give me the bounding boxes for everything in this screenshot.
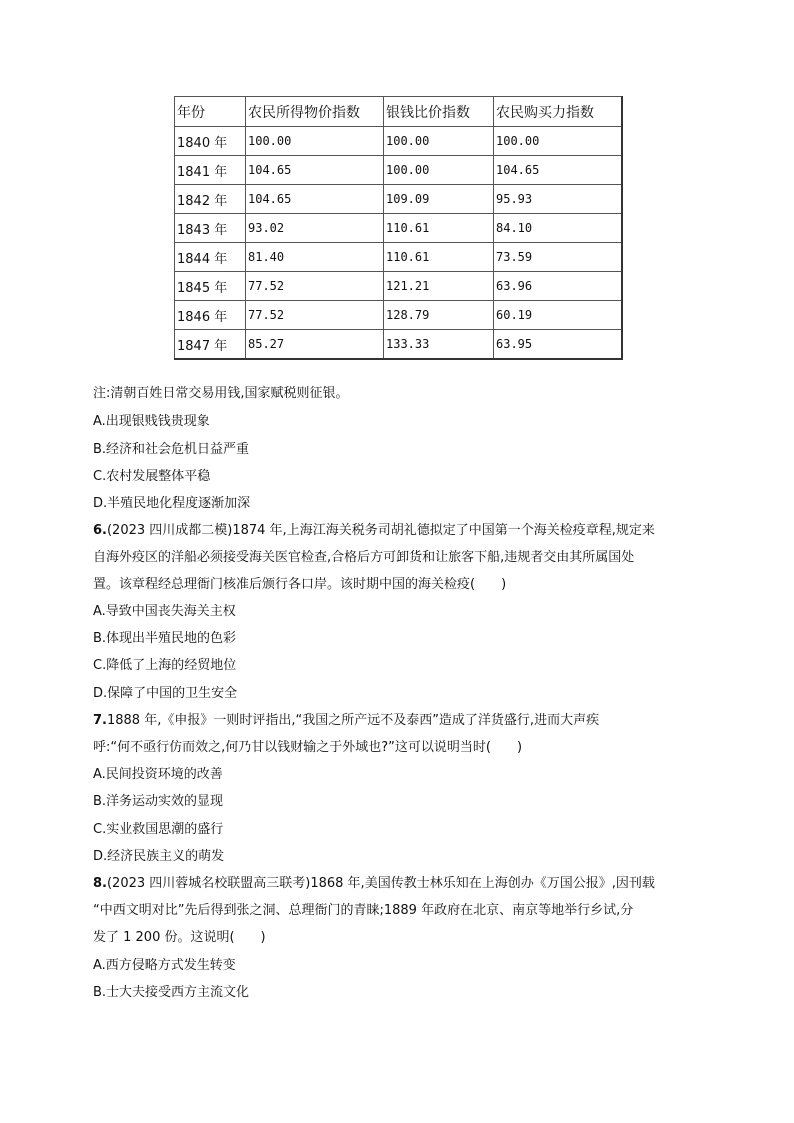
q6-option-b: B.体现出半殖民地的色彩 — [93, 631, 237, 646]
table-row — [175, 272, 622, 301]
year-cell: 1840 年 — [175, 127, 246, 156]
year-cell: 1841 年 — [175, 156, 246, 185]
year-cell: 1846 年 — [175, 301, 246, 330]
q7-option-d: D.经济民族主义的萌发 — [93, 849, 225, 864]
q6-option-d: D.保障了中国的卫生安全 — [93, 686, 238, 701]
table-row — [175, 127, 622, 156]
index-cell: 100.00 — [494, 127, 622, 156]
index-cell: 100.00 — [384, 156, 494, 185]
table-header-cell: 农民购买力指数 — [494, 97, 622, 127]
q6-option-c: C.降低了上海的经贸地位 — [93, 658, 237, 673]
year-cell: 1842 年 — [175, 185, 246, 214]
index-cell: 84.10 — [494, 214, 622, 243]
index-cell: 104.65 — [246, 156, 384, 185]
table-body — [175, 97, 622, 360]
index-cell: 77.52 — [246, 272, 384, 301]
index-cell: 85.27 — [246, 330, 384, 360]
q6-stem-line-1: 6.(2023 四川成都二模)1874 年,上海江海关税务司胡礼德拟定了中国第一个海关检疫章程,规定来 — [93, 523, 655, 538]
index-cell: 100.00 — [384, 127, 494, 156]
q6-stem-line-2: 自海外疫区的洋船必须接受海关医官检查,合格后方可卸货和让旅客下船,违规者交由其所属国处 — [93, 550, 635, 565]
index-cell: 121.21 — [384, 272, 494, 301]
q8-stem-line-1: 8.(2023 四川蓉城名校联盟高三联考)1868 年,美国传教士林乐知在上海创办《万国公报》,因刊载 — [93, 876, 655, 891]
q5-option-c: C.农村发展整体平稳 — [93, 469, 211, 484]
table-row — [175, 330, 622, 360]
index-cell: 93.02 — [246, 214, 384, 243]
index-cell: 104.65 — [494, 156, 622, 185]
year-cell: 1845 年 — [175, 272, 246, 301]
q8-stem-line-3: 发了 1 200 份。这说明( ) — [93, 930, 266, 945]
index-cell: 60.19 — [494, 301, 622, 330]
q8-number: 8. — [93, 876, 107, 891]
index-cell: 77.52 — [246, 301, 384, 330]
table-row — [175, 214, 622, 243]
table-header-cell: 农民所得物价指数 — [246, 97, 384, 127]
table-row — [175, 185, 622, 214]
q8-stem-line-2: “中西文明对比”先后得到张之洞、总理衙门的青睐;1889 年政府在北京、南京等地举行乡试,分 — [93, 903, 634, 918]
q7-option-b: B.洋务运动实效的显现 — [93, 794, 224, 809]
q6-option-a: A.导致中国丧失海关主权 — [93, 604, 236, 619]
price-index-table — [174, 96, 623, 360]
q8-option-a: A.西方侵略方式发生转变 — [93, 958, 236, 973]
table-header-cell: 银钱比价指数 — [384, 97, 494, 127]
note: 注:清朝百姓日常交易用钱,国家赋税则征银。 — [93, 386, 349, 401]
index-cell: 133.33 — [384, 330, 494, 360]
q7-option-a: A.民间投资环境的改善 — [93, 767, 223, 782]
table-header-row — [175, 97, 622, 127]
table-row — [175, 301, 622, 330]
table-row — [175, 243, 622, 272]
q7-number: 7. — [93, 713, 107, 728]
q5-option-d: D.半殖民地化程度逐渐加深 — [93, 496, 251, 511]
index-cell: 81.40 — [246, 243, 384, 272]
q6-stem-line-3: 置。该章程经总理衙门核准后颁行各口岸。该时期中国的海关检疫( ) — [93, 577, 507, 592]
year-cell: 1843 年 — [175, 214, 246, 243]
index-cell: 110.61 — [384, 243, 494, 272]
index-cell: 104.65 — [246, 185, 384, 214]
year-cell: 1844 年 — [175, 243, 246, 272]
q7-stem-line-2: 呼:“何不亟行仿而效之,何乃甘以钱财输之于外域也?”这可以说明当时( ) — [93, 740, 523, 755]
index-cell: 100.00 — [246, 127, 384, 156]
index-cell: 63.96 — [494, 272, 622, 301]
q5-option-a: A.出现银贱钱贵现象 — [93, 414, 210, 429]
q8-option-b: B.士大夫接受西方主流文化 — [93, 985, 250, 1000]
q6-number: 6. — [93, 523, 107, 538]
q7-option-c: C.实业救国思潮的盛行 — [93, 822, 224, 837]
q5-option-b: B.经济和社会危机日益严重 — [93, 442, 250, 457]
index-cell: 128.79 — [384, 301, 494, 330]
index-cell: 73.59 — [494, 243, 622, 272]
table-header-cell: 年份 — [175, 97, 246, 127]
index-cell: 109.09 — [384, 185, 494, 214]
index-cell: 63.95 — [494, 330, 622, 360]
index-cell: 95.93 — [494, 185, 622, 214]
year-cell: 1847 年 — [175, 330, 246, 360]
index-cell: 110.61 — [384, 214, 494, 243]
q7-stem-line-1: 7.1888 年,《申报》一则时评指出,“我国之所产远不及泰西”造成了洋货盛行,进而大声疾 — [93, 713, 600, 728]
table-row — [175, 156, 622, 185]
